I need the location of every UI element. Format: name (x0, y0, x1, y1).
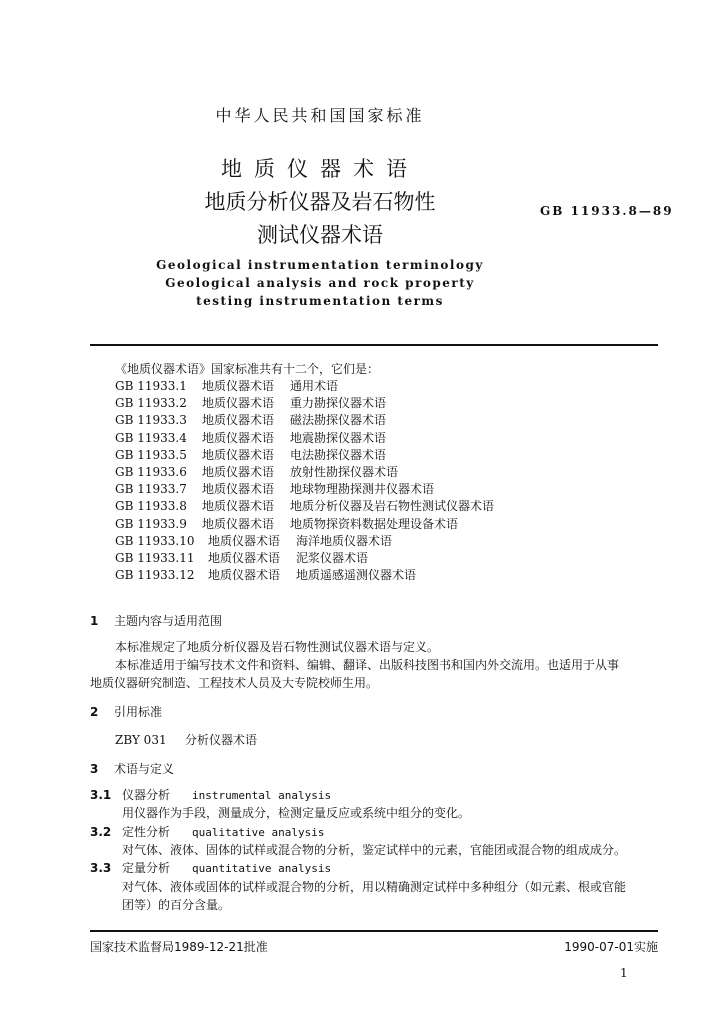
list-item (115, 446, 494, 463)
term-3-2-definition: 对气体、液体、固体的试样或混合物的分析，鉴定试样中的元素，官能团或混合物的组成成分。 (122, 843, 627, 857)
term-english: qualitative analysis (192, 826, 325, 839)
term-chinese: 定性分析 (122, 825, 171, 839)
standard-group: 地质仪器术语 (202, 413, 275, 428)
standard-code: GB 11933.3 (115, 413, 187, 428)
standard-code: GB 11933.10 (115, 533, 195, 548)
section-1-para-1: 本标准规定了地质分析仪器及岩石物性测试仪器术语与定义。 (115, 640, 440, 654)
standard-group: 地质仪器术语 (208, 550, 281, 565)
standard-name: 电法勘探仪器术语 (290, 447, 387, 462)
standard-group: 地质仪器术语 (202, 379, 275, 393)
standard-name: 地球物理勘探测井仪器术语 (290, 482, 435, 497)
term-chinese: 定量分析 (122, 861, 171, 875)
section-2-heading (90, 703, 162, 720)
standard-code: GB 11933.8 (115, 499, 187, 514)
title-line-3: 测试仪器术语 (257, 223, 383, 247)
english-title-line-1: Geological instrumentation terminology (156, 258, 484, 272)
english-title-line-2: Geological analysis and rock property (165, 276, 475, 290)
standard-name: 重力勘探仪器术语 (290, 396, 387, 411)
approval-date: 国家技术监督局1989-12-21批准 (90, 940, 268, 954)
standard-name: 泥浆仪器术语 (296, 550, 369, 565)
standards-list (115, 377, 494, 583)
national-standard-heading: 中华人民共和国国家标准 (215, 106, 425, 125)
standard-name: 地震勘探仪器术语 (290, 430, 387, 445)
list-item (115, 497, 494, 514)
standard-code: GB 11933.4 (115, 430, 187, 445)
title-line-2: 地质分析仪器及岩石物性 (204, 190, 436, 214)
standard-group: 地质仪器术语 (202, 482, 275, 497)
standard-name: 磁法勘探仪器术语 (290, 413, 387, 428)
effective-date: 1990-07-01实施 (564, 940, 658, 954)
standard-name: 放射性勘探仪器术语 (290, 464, 399, 479)
standard-code: GB 11933.5 (115, 447, 187, 462)
standard-name: 海洋地质仪器术语 (296, 533, 393, 548)
term-3-2 (90, 823, 324, 840)
term-english: quantitative analysis (192, 862, 332, 875)
standard-code: GB 11933.7 (115, 482, 187, 497)
title-line-1: 地质仪器术语 (221, 157, 419, 181)
list-item (115, 515, 494, 532)
top-divider (90, 344, 658, 346)
section-number: 3 (90, 762, 99, 776)
standard-name: 地质物探资料数据处理设备术语 (290, 516, 459, 531)
reference-code: ZBY 031 (115, 733, 167, 747)
standard-code: GB 11933.9 (115, 516, 187, 531)
list-item (115, 532, 494, 549)
list-item (115, 429, 494, 446)
term-number: 3.2 (90, 825, 112, 839)
standard-group: 地质仪器术语 (208, 568, 281, 583)
standard-group: 地质仪器术语 (202, 516, 275, 531)
standard-number: GB 11933.8—89 (540, 204, 674, 218)
standard-name: 地质遥感遥测仪器术语 (296, 568, 417, 583)
standard-code: GB 11933.6 (115, 464, 187, 479)
list-item (115, 377, 494, 394)
list-item (115, 463, 494, 480)
term-chinese: 仪器分析 (122, 788, 171, 802)
standard-group: 地质仪器术语 (202, 447, 275, 462)
standard-group: 地质仪器术语 (202, 396, 275, 411)
term-english: instrumental analysis (192, 789, 332, 802)
term-3-1 (90, 786, 331, 803)
standard-name: 地质分析仪器及岩石物性测试仪器术语 (290, 499, 495, 514)
list-item (115, 394, 494, 411)
list-item (115, 566, 494, 583)
section-number: 1 (90, 614, 99, 628)
standard-group: 地质仪器术语 (202, 499, 275, 514)
list-item (115, 480, 494, 497)
english-title-line-3: testing instrumentation terms (196, 294, 444, 308)
reference-standard (115, 731, 257, 748)
standard-name: 通用术语 (290, 379, 339, 393)
term-number: 3.1 (90, 788, 112, 802)
term-3-3-definition-cont: 团等）的百分含量。 (122, 898, 231, 912)
list-item (115, 549, 494, 566)
section-3-heading (90, 760, 174, 777)
section-1-para-2: 本标准适用于编写技术文件和资料、编辑、翻译、出版科技图书和国内外交流用。也适用于从事 (115, 658, 620, 672)
standard-group: 地质仪器术语 (202, 464, 275, 479)
standard-code: GB 11933.11 (115, 550, 195, 565)
section-title: 主题内容与适用范围 (114, 614, 223, 628)
section-1-para-2-cont: 地质仪器研究制造、工程技术人员及大专院校师生用。 (90, 676, 379, 690)
section-1-heading (90, 612, 222, 629)
term-3-1-definition: 用仪器作为手段，测量成分，检测定量反应或系统中组分的变化。 (122, 806, 471, 820)
standard-group: 地质仪器术语 (208, 533, 281, 548)
standard-code: GB 11933.1 (115, 379, 187, 393)
bottom-divider (90, 930, 658, 932)
standard-group: 地质仪器术语 (202, 430, 275, 445)
section-title: 引用标准 (114, 705, 163, 719)
term-number: 3.3 (90, 861, 112, 875)
reference-name: 分析仪器术语 (185, 733, 258, 747)
standard-code: GB 11933.12 (115, 568, 195, 583)
standard-code: GB 11933.2 (115, 396, 187, 411)
section-title: 术语与定义 (114, 762, 175, 776)
list-item (115, 411, 494, 428)
term-3-3-definition: 对气体、液体或固体的试样或混合物的分析，用以精确测定试样中多种组分（如元素、根或官能 (122, 880, 627, 894)
term-3-3 (90, 859, 331, 876)
page-number: 1 (620, 966, 628, 980)
section-number: 2 (90, 705, 99, 719)
intro-text: 《地质仪器术语》国家标准共有十二个，它们是： (115, 362, 380, 376)
